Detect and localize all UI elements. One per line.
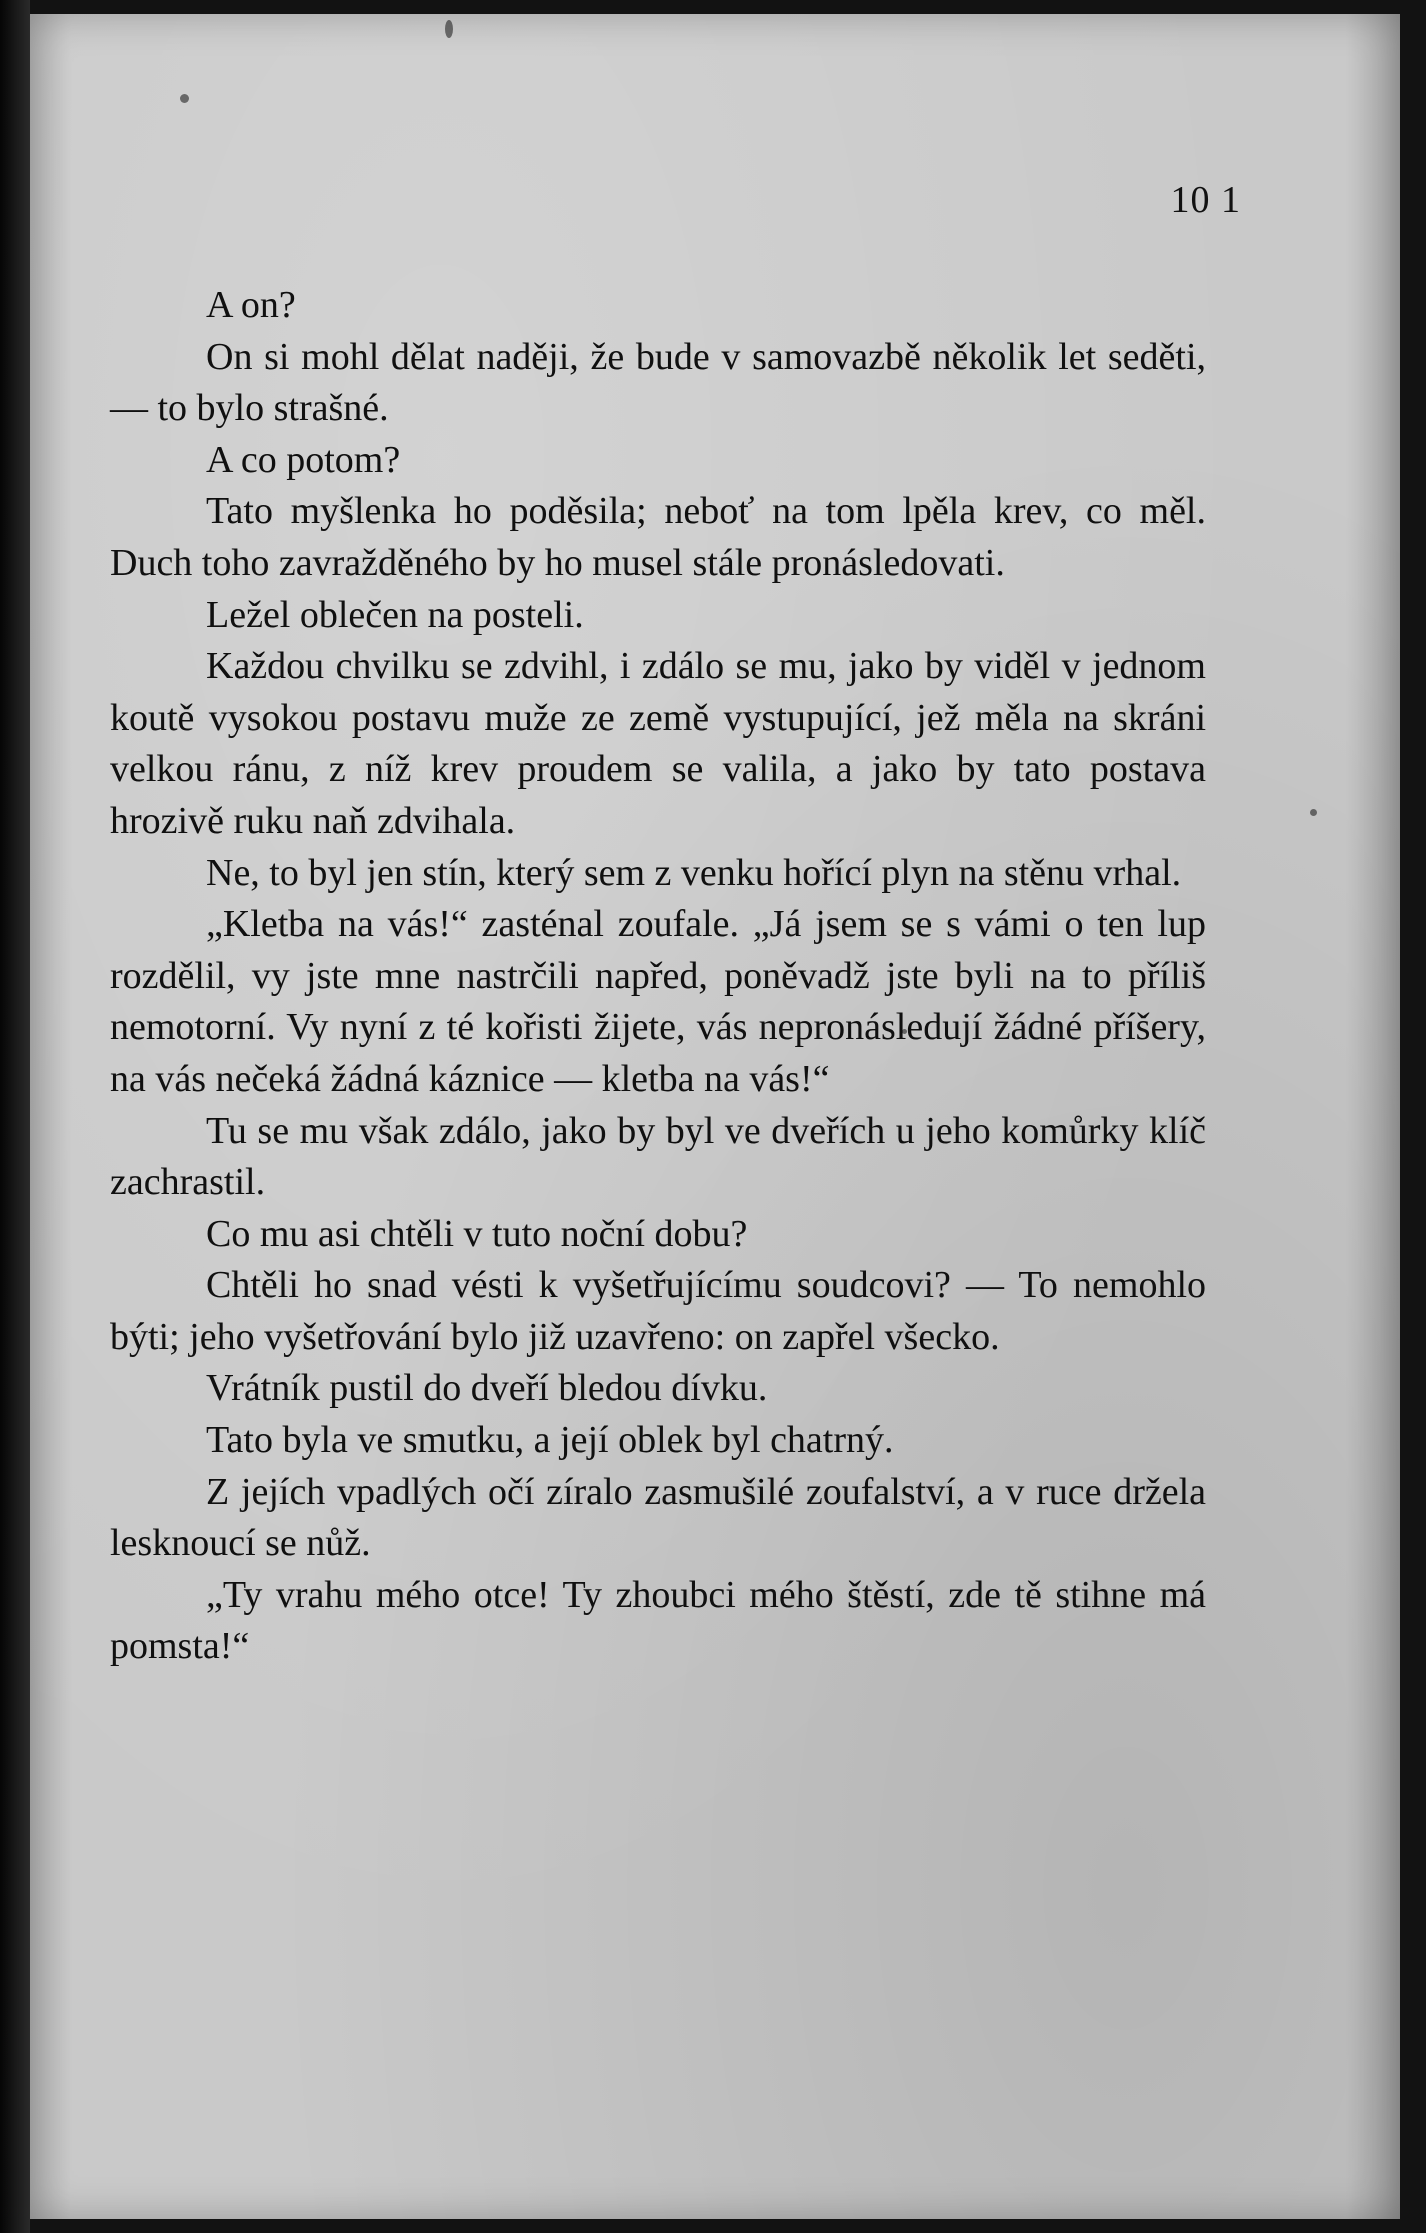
paragraph: A on? <box>206 284 296 326</box>
paragraph: „Ty vrahu mého otce! Ty zhoubci mého štěstí, zde tě stihne má pomsta!“ <box>110 1573 1206 1668</box>
paragraph: Tu se mu však zdálo, jako by byl ve dveřích u jeho komůrky klíč zachrastil. <box>110 1109 1206 1204</box>
page-number: 10 1 <box>1170 179 1241 221</box>
paragraph: Každou chvilku se zdvihl, i zdálo se mu, jako by viděl v jednom koutě vysokou postavu muže ze země vystupující, jež měla na skráni velkou ránu, z níž krev proudem se valila, a jako by tato postava hrozivě ruku naň zdvihala. <box>110 645 1206 842</box>
paragraph: A co potom? <box>206 438 401 481</box>
paragraph: Tato byla ve smutku, a její oblek byl chatrný. <box>206 1419 894 1462</box>
paragraph: On si mohl dělat naději, že bude v samovazbě několik let seděti, — to bylo strašné. <box>110 335 1206 430</box>
paragraph: Chtěli ho snad vésti k vyšetřujícímu soudcovi? — To nemohlo býti; jeho vyšetřování bylo již uzavřeno: on zapřel všecko. <box>110 1264 1206 1358</box>
paragraph: Tato myšlenka ho poděsila; neboť na tom lpěla krev, co měl. Duch toho zavražděného by ho musel stále pronásledovati. <box>110 490 1206 584</box>
paragraph: Z jejích vpadlých očí zíralo zasmušilé zoufalství, a v ruce držela lesknoucí se nůž. <box>110 1470 1206 1565</box>
paragraph: Vrátník pustil do dveří bledou dívku. <box>206 1367 768 1410</box>
book-spine-shadow <box>0 0 30 2233</box>
ink-speck <box>1310 809 1317 816</box>
body-text <box>110 280 1206 1673</box>
ink-speck <box>445 20 453 38</box>
paragraph: „Kletba na vás!“ zasténal zoufale. „Já jsem se s vámi o ten lup rozdělil, vy jste mne nastrčili napřed, poněvadž jste byli na to příliš nemotorní. Vy nyní z té kořisti žijete, vás nepronásledují žádné příšery, na vás nečeká žádná káznice — kletba na vás!“ <box>110 903 1206 1100</box>
ink-speck <box>180 94 189 103</box>
paragraph: Co mu asi chtěli v tuto noční dobu? <box>206 1212 748 1255</box>
paragraph: Ne, to byl jen stín, který sem z venku hořící plyn na stěnu vrhal. <box>206 851 1182 894</box>
paragraph: Ležel oblečen na posteli. <box>206 593 584 636</box>
